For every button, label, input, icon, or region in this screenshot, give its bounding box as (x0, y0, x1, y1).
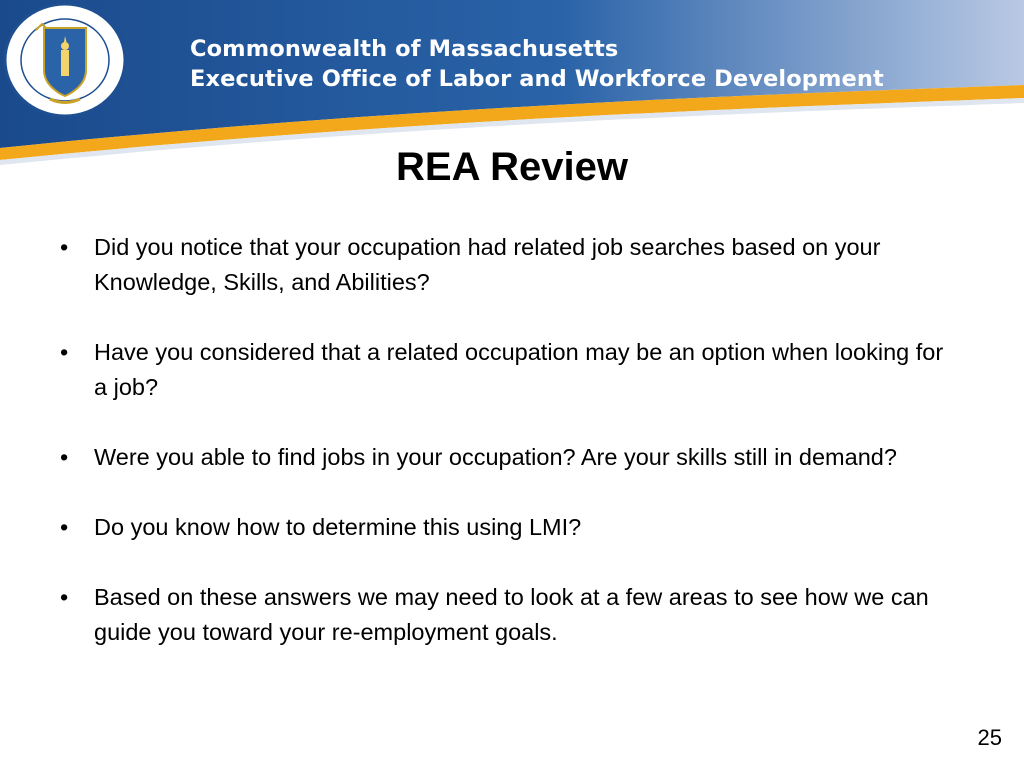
bullet-text: Were you able to find jobs in your occupation? Are your skills still in demand? (94, 444, 897, 470)
bullet-item (60, 230, 960, 300)
page-number: 25 (977, 725, 1002, 750)
bullet-text: Based on these answers we may need to look at a few areas to see how we can guide you toward your re-employment goals. (94, 584, 929, 645)
bullet-item (60, 510, 960, 545)
bullet-dot: • (60, 584, 69, 610)
bullet-dot: • (60, 234, 69, 260)
slide-title: REA Review (396, 145, 628, 189)
agency-line-2: Executive Office of Labor and Workforce Development (190, 66, 884, 92)
massachusetts-seal-logo (0, 0, 130, 120)
bullet-item (60, 440, 960, 475)
bullet-item (60, 580, 960, 650)
agency-name (190, 34, 884, 94)
agency-line-1: Commonwealth of Massachusetts (190, 36, 619, 62)
bullet-text: Have you considered that a related occupation may be an option when looking for a job? (94, 339, 944, 400)
bullet-dot: • (60, 514, 69, 540)
header-banner (0, 0, 1024, 165)
bullet-dot: • (60, 444, 69, 470)
bullet-item (60, 335, 960, 405)
bullet-text: Did you notice that your occupation had related job searches based on your Knowledge, Skills, and Abilities? (94, 234, 881, 295)
bullet-list (60, 230, 960, 685)
bullet-text: Do you know how to determine this using LMI? (94, 514, 582, 540)
bullet-dot: • (60, 339, 69, 365)
